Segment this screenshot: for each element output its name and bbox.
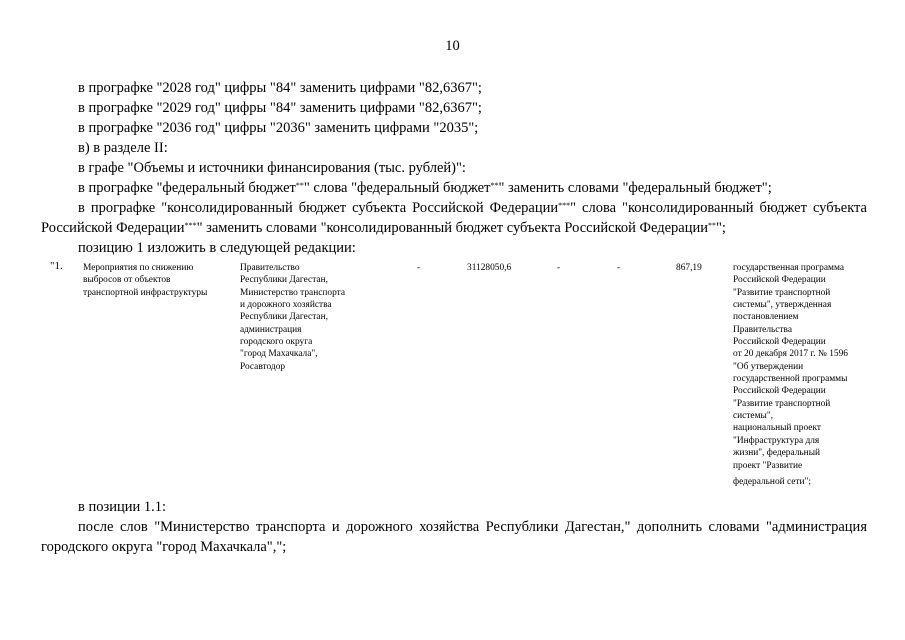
paragraph-2036: в прографке "2036 год" цифры "2036" заменить цифрами "2035"; xyxy=(78,120,479,136)
paragraph-consolidated-budget: в прографке "консолидированный бюджет субъекта Российской Федерации***" слова "консолидированный бюджет субъекта Российской Федерации***" заменить словами "консолидированный бюджет субъекта Российской Федерации**"; xyxy=(41,200,867,236)
paragraph-position-1: позицию 1 изложить в следующей редакции: xyxy=(78,240,356,256)
table-value-4: - xyxy=(617,263,621,273)
paragraph-add-administration: после слов "Министерство транспорта и дорожного хозяйства Республики Дагестан," дополнить словами "администрация городского округа "город Махачкала","; xyxy=(41,519,867,555)
table-program-link: государственная программа Российской Федерации "Развитие транспортной системы", утвержденная постановлением Правительства Российской Федерации от 20 декабря 2017 г. № 1596 "Об утверждении государственной программы Российской Федерации "Развитие транспортной системы", национальный проект "Инфраструктура для жизни", федеральный проект "Развитие федеральной сети"; xyxy=(733,263,848,487)
paragraph-2029: в прографке "2029 год" цифры "84" заменить цифрами "82,6367"; xyxy=(78,100,482,116)
paragraph-section-ii: в) в разделе II: xyxy=(78,140,168,156)
paragraph-federal-budget: в прографке "федеральный бюджет**" слова "федеральный бюджет**" заменить словами "федеральный бюджет"; xyxy=(78,180,772,196)
table-value-3: - xyxy=(557,263,561,273)
table-value-2: 31128050,6 xyxy=(467,263,512,273)
table-executors: Правительство Республики Дагестан, Министерство транспорта и дорожного хозяйства Республики Дагестан, администрация городского округа "город Махачкала", Росавтодор xyxy=(240,263,346,372)
table-value-1: - xyxy=(417,263,421,273)
table-measure-name: Мероприятия по снижению выбросов от объектов транспортной инфраструктуры xyxy=(83,263,208,298)
paragraph-position-1-1: в позиции 1.1: xyxy=(78,499,167,515)
paragraph-2028: в прографке "2028 год" цифры "84" заменить цифрами "82,6367"; xyxy=(78,80,482,96)
table-value-5: 867,19 xyxy=(676,263,702,273)
page-number: 10 xyxy=(445,38,460,54)
paragraph-funding-column: в графе "Объемы и источники финансирования (тыс. рублей)": xyxy=(78,160,466,176)
table-row-number: "1. xyxy=(50,260,63,272)
